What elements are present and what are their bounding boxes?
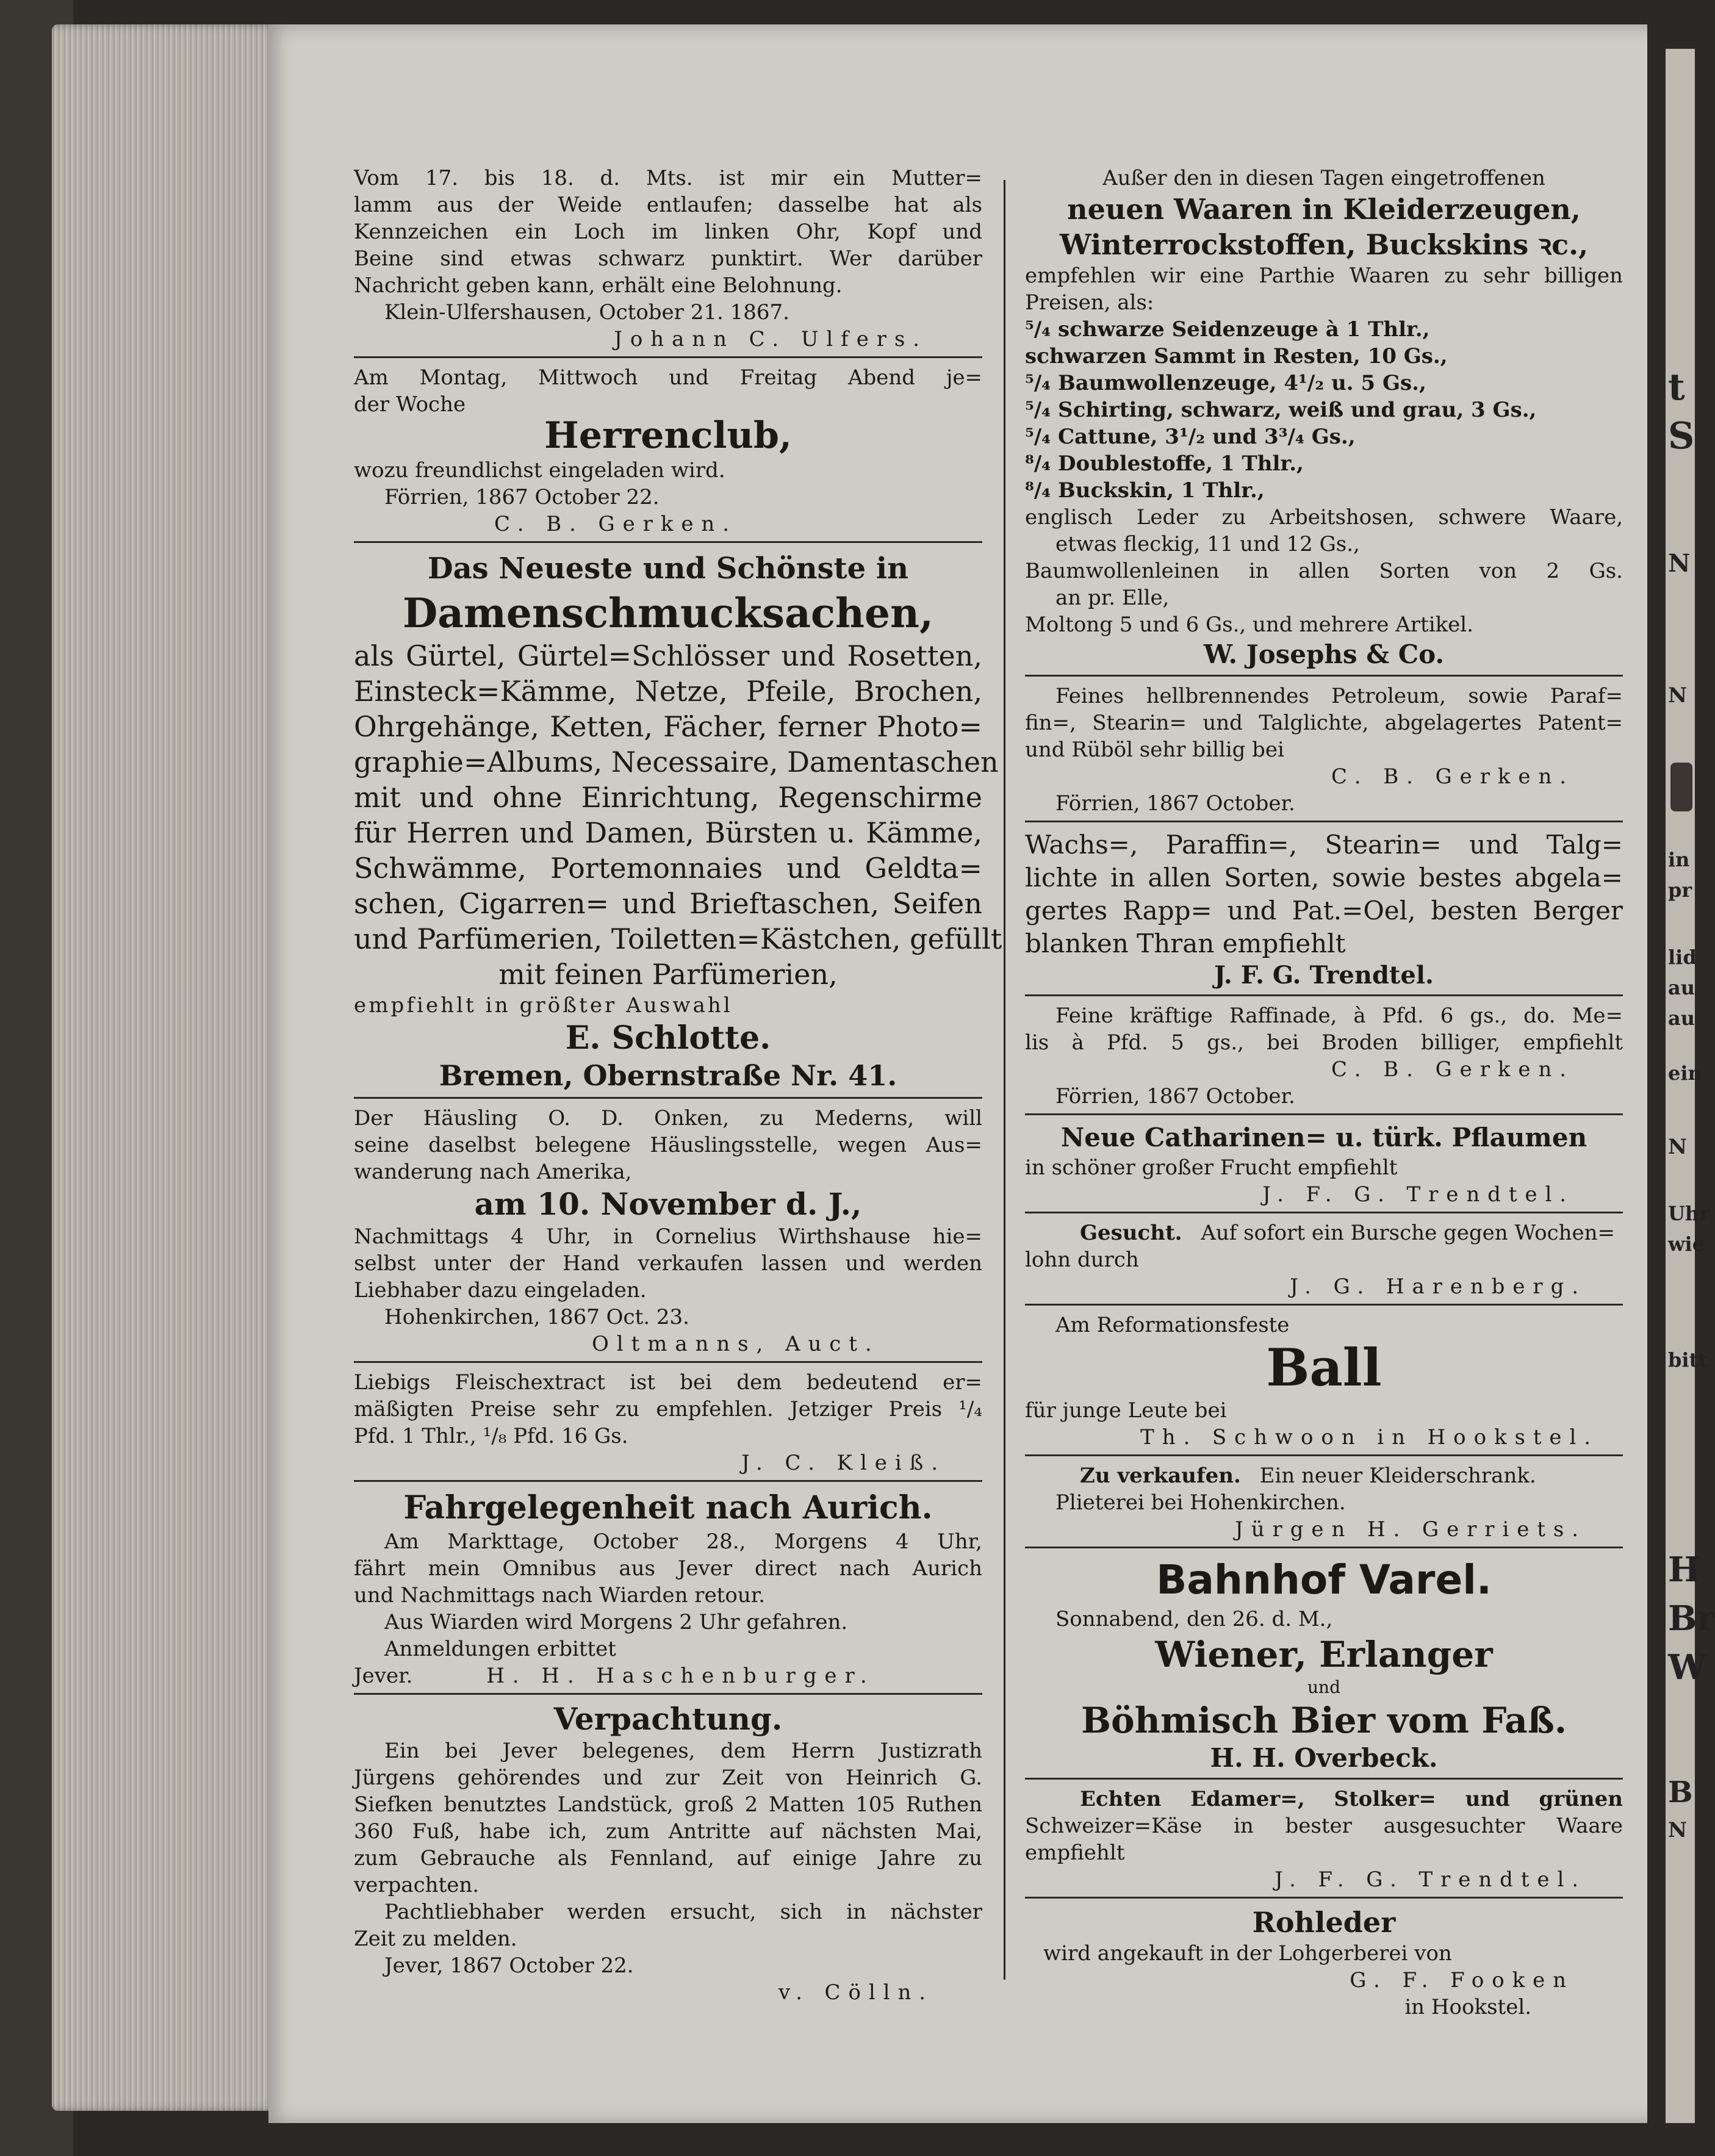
- divider: [1025, 994, 1623, 996]
- text-line: verpachten.: [354, 1873, 480, 1897]
- adjacent-page-text: H: [1668, 1550, 1700, 1590]
- text-line: empfiehlt: [1025, 1841, 1125, 1865]
- list-item: Baumwollenleinen in allen Sorten von 2 Gs.: [1025, 559, 1623, 583]
- signature: C. B. Gerken.: [1331, 1057, 1574, 1082]
- ad-title: Herrenclub,: [544, 414, 792, 457]
- address: Bremen, Obernstraße Nr. 41.: [439, 1059, 897, 1092]
- divider: [1025, 1454, 1623, 1456]
- ad-raffinade: [1025, 1002, 1623, 1110]
- signature: H. H. Haschenburger.: [486, 1664, 875, 1688]
- divider: [1025, 1304, 1623, 1306]
- ad-title: Verpachtung.: [553, 1701, 783, 1737]
- text-line: Am Reformationsfeste: [1055, 1313, 1290, 1337]
- text-line: Plieterei bei Hohenkirchen.: [1055, 1490, 1346, 1515]
- left-column: [354, 165, 1002, 2006]
- text-line: lohn durch: [1025, 1248, 1139, 1272]
- ad-fahrgelegenheit: [354, 1488, 982, 1689]
- adjacent-page-strip: [1666, 49, 1715, 2123]
- place: Jever.: [354, 1664, 413, 1688]
- ad-title: Rohleder: [1252, 1906, 1396, 1939]
- adjacent-page-text: S: [1668, 415, 1695, 458]
- text-line: Nachmittags 4 Uhr, in Cornelius Wirthshause hie=: [354, 1224, 982, 1249]
- ad-title: Fahrgelegenheit nach Aurich.: [403, 1489, 933, 1526]
- adjacent-page-text: B: [1668, 1775, 1693, 1809]
- divider: [1025, 1113, 1623, 1115]
- signature: Jürgen H. Gerriets.: [1235, 1517, 1586, 1542]
- divider: [1025, 1547, 1623, 1548]
- text-line: 360 Fuß, habe ich, zum Antritte auf nächsten Mai,: [354, 1819, 982, 1844]
- ad-verpachtung: [354, 1701, 982, 2006]
- text-line: wozu freundlichst eingeladen wird.: [354, 458, 725, 483]
- text-line: wanderung nach Amerika,: [354, 1160, 632, 1184]
- signature: G. F. Fooken: [1350, 1968, 1574, 1993]
- place-date: Hohenkirchen, 1867 Oct. 23.: [384, 1305, 689, 1329]
- text-line: wird angekauft in der Lohgerberei von: [1043, 1941, 1452, 1966]
- ad-liebigs: [354, 1369, 982, 1476]
- divider: [354, 1480, 982, 1482]
- list-item: ⁸/₄ Doublestoffe, 1 Thlr.,: [1025, 451, 1304, 476]
- column-divider: [1004, 180, 1005, 1980]
- right-column: [1025, 165, 1623, 2021]
- ad-damenschmuck: [354, 549, 1002, 1093]
- signature: Th. Schwoon in Hookstel.: [1140, 1425, 1598, 1450]
- text-line: fährt mein Omnibus aus Jever direct nach Aurich: [354, 1556, 982, 1581]
- text-line: in schöner großer Frucht empfiehlt: [1025, 1155, 1398, 1180]
- text-line: mäßigten Preise sehr zu empfehlen. Jetziger Preis ¹/₄: [354, 1397, 982, 1421]
- text-line: Einsteck=Kämme, Netze, Pfeile, Brochen,: [354, 675, 982, 708]
- signature: C. B. Gerken.: [1331, 764, 1574, 789]
- text-line: Liebhaber dazu eingeladen.: [354, 1278, 647, 1303]
- divider: [1025, 1897, 1623, 1899]
- text-line: Sonnabend, den 26. d. M.,: [1055, 1607, 1333, 1631]
- signature: J. F. G. Trendtel.: [1275, 1867, 1586, 1892]
- text-line: Jürgens gehörendes und zur Zeit von Heinrich G.: [354, 1766, 982, 1790]
- adjacent-page-text: au: [1668, 1007, 1695, 1030]
- ad-title: Ball: [1266, 1337, 1382, 1398]
- text-line: Schwämme, Portemonnaies und Geldta=: [354, 852, 982, 885]
- ad-title: Neue Catharinen= u. türk. Pflaumen: [1060, 1123, 1587, 1152]
- divider: [354, 1693, 982, 1695]
- signature: J. G. Harenberg.: [1290, 1274, 1586, 1299]
- text-line: lamm aus der Weide entlaufen; dasselbe hat als: [354, 193, 982, 217]
- ad-haeuslingsstelle: [354, 1105, 982, 1357]
- text-line: fin=, Stearin= und Talglichte, abgelagertes Patent=: [1025, 711, 1623, 735]
- ad-lost-lamb: [354, 165, 982, 353]
- ad-wachs: [1025, 828, 1623, 991]
- auction-date: am 10. November d. J.,: [474, 1186, 862, 1222]
- text: Auf sofort ein Bursche gegen Wochen=: [1201, 1221, 1616, 1245]
- list-item: Moltong 5 und 6 Gs., und mehrere Artikel.: [1025, 613, 1473, 637]
- text-line: empfehlen wir eine Parthie Waaren zu sehr billigen: [1025, 264, 1623, 288]
- ad-pflaumen: [1025, 1121, 1623, 1208]
- signature: v. Cölln.: [778, 1980, 933, 2005]
- divider: [1025, 675, 1623, 677]
- adjacent-page-text: lid: [1668, 946, 1697, 969]
- text-line: und Parfümerien, Toiletten=Kästchen, gefüllt: [354, 922, 1002, 955]
- ad-rohleder: [1025, 1905, 1623, 2021]
- signature: E. Schlotte.: [565, 1019, 771, 1057]
- text-line: schen, Cigarren= und Brieftaschen, Seifen: [354, 887, 982, 920]
- ad-title: Winterrockstoffen, Buckskins ꝛc.,: [1059, 228, 1589, 261]
- list-item: englisch Leder zu Arbeitshosen, schwere Waare,: [1025, 505, 1623, 530]
- adjacent-page-text: ein: [1668, 1062, 1702, 1085]
- ad-title: Das Neueste und Schönste in: [427, 552, 909, 586]
- text-line: zum Gebrauche als Fennland, auf einige Jahre zu: [354, 1846, 982, 1870]
- text-line: seine daselbst belegene Häuslingsstelle, wegen Aus=: [354, 1133, 982, 1157]
- divider: [354, 1361, 982, 1363]
- ink-stain-icon: [1670, 763, 1692, 811]
- text-line: Vom 17. bis 18. d. Mts. ist mir ein Mutter=: [354, 166, 982, 190]
- ad-title: Wiener, Erlanger: [1155, 1634, 1493, 1675]
- list-item: ⁵/₄ Schirting, schwarz, weiß und grau, 3 Gs.,: [1025, 398, 1537, 422]
- text-line: empfiehlt in größter Auswahl: [354, 993, 733, 1018]
- adjacent-page-text: bitt: [1668, 1348, 1708, 1371]
- ad-petroleum: [1025, 683, 1623, 817]
- divider: [354, 1097, 982, 1099]
- signature: J. F. G. Trendtel.: [1214, 961, 1434, 990]
- ad-gesucht: [1025, 1220, 1623, 1300]
- signature: H. H. Overbeck.: [1210, 1743, 1438, 1773]
- text-line: und: [1307, 1677, 1340, 1697]
- adjacent-page-text: Br: [1668, 1598, 1715, 1639]
- text-line: und Rüböl sehr billig bei: [1025, 738, 1284, 762]
- place-date: Förrien, 1867 October.: [1055, 791, 1295, 816]
- adjacent-page-text: N: [1668, 1135, 1688, 1159]
- text-line: graphie=Albums, Necessaire, Damentaschen: [354, 746, 999, 778]
- signature-line: [354, 1662, 982, 1689]
- ad-kleiderschrank: [1025, 1462, 1623, 1543]
- text-line: Beine sind etwas schwarz punktirt. Wer darüber: [354, 246, 982, 271]
- text: Ein neuer Kleiderschrank.: [1259, 1464, 1536, 1488]
- ad-title: Böhmisch Bier vom Faß.: [1080, 1700, 1567, 1741]
- adjacent-page-text: Uhr: [1668, 1202, 1710, 1225]
- text-line: selbst unter der Hand verkaufen lassen und werden: [354, 1251, 982, 1276]
- divider: [354, 356, 982, 358]
- keyword: Gesucht.: [1080, 1221, 1182, 1245]
- signature: C. B. Gerken.: [494, 512, 737, 536]
- place-date: Förrien, 1867 October 22.: [384, 485, 660, 509]
- text-line: Ein bei Jever belegenes, dem Herrn Justizrath: [384, 1739, 982, 1763]
- text-line: der Woche: [354, 392, 466, 417]
- text-line: Siefken benutztes Landstück, groß 2 Matten 105 Ruthen: [354, 1792, 982, 1817]
- adjacent-page-text: pr: [1668, 879, 1692, 902]
- adjacent-page-text: t: [1668, 366, 1685, 409]
- ad-josephs: [1025, 165, 1623, 671]
- text-line: Feine kräftige Raffinade, à Pfd. 6 gs., do. Me=: [1055, 1004, 1623, 1028]
- divider: [1025, 1778, 1623, 1780]
- text-line: mit und ohne Einrichtung, Regenschirme: [354, 781, 982, 814]
- text-line: Am Montag, Mittwoch und Freitag Abend je=: [354, 365, 982, 390]
- text-line: Pachtliebhaber werden ersucht, sich in nächster: [384, 1900, 982, 1924]
- text-line: Feines hellbrennendes Petroleum, sowie Paraf=: [1055, 684, 1623, 708]
- text-line: gertes Rapp= und Pat.=Oel, besten Berger: [1025, 896, 1623, 925]
- text-line: Der Häusling O. D. Onken, zu Mederns, will: [354, 1106, 982, 1130]
- list-item: schwarzen Sammt in Resten, 10 Gs.,: [1025, 344, 1448, 368]
- text-line: an pr. Elle,: [1055, 586, 1170, 610]
- text-line: Kennzeichen ein Loch im linken Ohr, Kopf und: [354, 220, 982, 244]
- text-line: Zeit zu melden.: [354, 1927, 517, 1951]
- adjacent-page-text: in: [1668, 848, 1690, 871]
- place-date: Jever, 1867 October 22.: [384, 1953, 634, 1978]
- adjacent-page-text: au: [1668, 976, 1695, 999]
- text-line: Wachs=, Paraffin=, Stearin= und Talg=: [1025, 830, 1623, 860]
- adjacent-page-text: N: [1668, 1818, 1688, 1842]
- text-line: Schweizer=Käse in bester ausgesuchter Waare: [1025, 1814, 1623, 1838]
- text-line: Am Markttage, October 28., Morgens 4 Uhr,: [384, 1529, 982, 1554]
- divider: [354, 541, 982, 543]
- signature: Johann C. Ulfers.: [614, 327, 927, 351]
- text-line: und Nachmittags nach Wiarden retour.: [354, 1583, 766, 1608]
- list-item: ⁵/₄ schwarze Seidenzeuge à 1 Thlr.,: [1025, 317, 1430, 342]
- keyword: Zu verkaufen.: [1080, 1464, 1241, 1488]
- text-line: als Gürtel, Gürtel=Schlösser und Rosetten,: [354, 639, 982, 672]
- text-line: Außer den in diesen Tagen eingetroffenen: [1102, 166, 1545, 190]
- signature: W. Josephs & Co.: [1203, 639, 1445, 669]
- signature: J. F. G. Trendtel.: [1262, 1182, 1574, 1207]
- adjacent-page-text: W: [1668, 1647, 1706, 1687]
- text-line: etwas fleckig, 11 und 12 Gs.,: [1055, 532, 1360, 556]
- text-line: blanken Thran empfiehlt: [1025, 929, 1346, 958]
- ad-bahnhof-varel: [1025, 1554, 1623, 1774]
- ad-title: Bahnhof Varel.: [1156, 1556, 1492, 1603]
- adjacent-page-text: wie: [1668, 1232, 1705, 1256]
- text-line: lichte in allen Sorten, sowie bestes abgela=: [1025, 863, 1623, 893]
- list-item: ⁸/₄ Buckskin, 1 Thlr.,: [1025, 478, 1265, 503]
- list-item: ⁵/₄ Cattune, 3¹/₂ und 3³/₄ Gs.,: [1025, 425, 1356, 449]
- text-line: Liebigs Fleischextract ist bei dem bedeutend er=: [354, 1370, 982, 1395]
- place-date: Klein-Ulfershausen, October 21. 1867.: [384, 300, 789, 325]
- ad-title: neuen Waaren in Kleiderzeugen,: [1067, 193, 1581, 226]
- divider: [1025, 1212, 1623, 1213]
- text-line: Aus Wiarden wird Morgens 2 Uhr gefahren.: [384, 1610, 848, 1634]
- text-line: mit feinen Parfümerien,: [498, 958, 838, 991]
- text-line: [1025, 1462, 1623, 1489]
- ad-kaese: [1025, 1786, 1623, 1893]
- book-page-edges: [52, 24, 284, 2111]
- ad-ball: [1025, 1312, 1623, 1451]
- text-line: Anmeldungen erbittet: [384, 1637, 616, 1661]
- signature: Oltmanns, Auct.: [592, 1332, 880, 1356]
- ad-title: Damenschmucksachen,: [403, 589, 933, 637]
- text-line: Echten Edamer=, Stolker= und grünen: [1080, 1787, 1623, 1811]
- text-line: für junge Leute bei: [1025, 1398, 1227, 1423]
- adjacent-page-text: N: [1668, 549, 1691, 578]
- signature-place: in Hookstel.: [1404, 1995, 1531, 2019]
- adjacent-page-text: N: [1668, 683, 1688, 708]
- text-line: Ohrgehänge, Ketten, Fächer, ferner Photo=: [354, 710, 982, 743]
- text-line: [1025, 1220, 1623, 1246]
- text-line: für Herren und Damen, Bürsten u. Kämme,: [354, 816, 982, 849]
- ad-herrenclub: [354, 364, 982, 537]
- text-line: Pfd. 1 Thlr., ¹/₈ Pfd. 16 Gs.: [354, 1424, 628, 1448]
- place-date: Förrien, 1867 October.: [1055, 1084, 1295, 1109]
- text-line: lis à Pfd. 5 gs., bei Broden billiger, empfiehlt: [1025, 1030, 1623, 1055]
- divider: [1025, 821, 1623, 822]
- text-line: Nachricht geben kann, erhält eine Belohnung.: [354, 273, 843, 298]
- signature: J. C. Kleiß.: [741, 1451, 946, 1475]
- text-line: Preisen, als:: [1025, 290, 1154, 315]
- list-item: ⁵/₄ Baumwollenzeuge, 4¹/₂ u. 5 Gs.,: [1025, 371, 1426, 395]
